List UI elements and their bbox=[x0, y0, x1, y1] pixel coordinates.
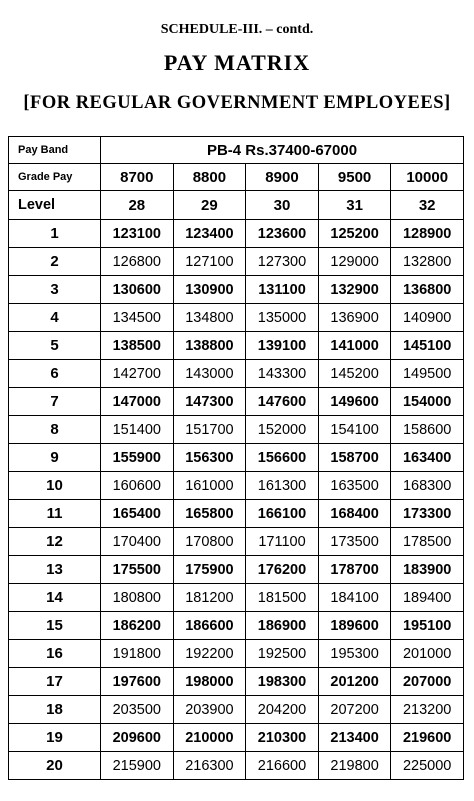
pay-cell: 130600 bbox=[101, 276, 174, 304]
pay-cell: 186600 bbox=[173, 612, 246, 640]
pay-cell: 173300 bbox=[391, 500, 464, 528]
row-index: 16 bbox=[9, 640, 101, 668]
pay-cell: 184100 bbox=[318, 584, 391, 612]
row-index: 15 bbox=[9, 612, 101, 640]
pay-cell: 210000 bbox=[173, 724, 246, 752]
pay-cell: 143000 bbox=[173, 360, 246, 388]
pay-cell: 201200 bbox=[318, 668, 391, 696]
pay-cell: 195100 bbox=[391, 612, 464, 640]
pay-cell: 127100 bbox=[173, 248, 246, 276]
row-index: 5 bbox=[9, 332, 101, 360]
table-row bbox=[9, 304, 464, 332]
pay-cell: 131100 bbox=[246, 276, 319, 304]
pay-cell: 163400 bbox=[391, 444, 464, 472]
grade-pay-label: Grade Pay bbox=[9, 164, 101, 191]
pay-cell: 130900 bbox=[173, 276, 246, 304]
pay-cell: 219800 bbox=[318, 752, 391, 780]
pay-cell: 192500 bbox=[246, 640, 319, 668]
pay-cell: 203900 bbox=[173, 696, 246, 724]
row-index: 3 bbox=[9, 276, 101, 304]
pay-cell: 145200 bbox=[318, 360, 391, 388]
pay-cell: 168400 bbox=[318, 500, 391, 528]
grade-pay-cell: 10000 bbox=[391, 164, 464, 191]
pay-cell: 161000 bbox=[173, 472, 246, 500]
level-label: Level bbox=[9, 191, 101, 220]
pay-cell: 175500 bbox=[101, 556, 174, 584]
pay-cell: 152000 bbox=[246, 416, 319, 444]
pay-cell: 163500 bbox=[318, 472, 391, 500]
table-row bbox=[9, 472, 464, 500]
pay-cell: 191800 bbox=[101, 640, 174, 668]
level-cell: 29 bbox=[173, 191, 246, 220]
level-row bbox=[9, 191, 464, 220]
pay-cell: 216300 bbox=[173, 752, 246, 780]
pay-cell: 156600 bbox=[246, 444, 319, 472]
row-index: 4 bbox=[9, 304, 101, 332]
pay-cell: 189600 bbox=[318, 612, 391, 640]
pay-cell: 134800 bbox=[173, 304, 246, 332]
pay-cell: 183900 bbox=[391, 556, 464, 584]
level-cell: 32 bbox=[391, 191, 464, 220]
row-index: 18 bbox=[9, 696, 101, 724]
row-index: 12 bbox=[9, 528, 101, 556]
pay-cell: 128900 bbox=[391, 220, 464, 248]
table-row bbox=[9, 220, 464, 248]
pay-cell: 149600 bbox=[318, 388, 391, 416]
pay-cell: 170800 bbox=[173, 528, 246, 556]
pay-cell: 207200 bbox=[318, 696, 391, 724]
pay-cell: 151400 bbox=[101, 416, 174, 444]
table-row bbox=[9, 388, 464, 416]
table-row bbox=[9, 556, 464, 584]
pay-cell: 170400 bbox=[101, 528, 174, 556]
pay-cell: 126800 bbox=[101, 248, 174, 276]
pay-cell: 154100 bbox=[318, 416, 391, 444]
row-index: 19 bbox=[9, 724, 101, 752]
pay-cell: 136900 bbox=[318, 304, 391, 332]
grade-pay-cell: 9500 bbox=[318, 164, 391, 191]
row-index: 8 bbox=[9, 416, 101, 444]
table-row bbox=[9, 752, 464, 780]
table-row bbox=[9, 332, 464, 360]
pay-cell: 197600 bbox=[101, 668, 174, 696]
table-row bbox=[9, 640, 464, 668]
pay-cell: 215900 bbox=[101, 752, 174, 780]
pay-cell: 147000 bbox=[101, 388, 174, 416]
row-index: 20 bbox=[9, 752, 101, 780]
row-index: 17 bbox=[9, 668, 101, 696]
row-index: 9 bbox=[9, 444, 101, 472]
table-row bbox=[9, 528, 464, 556]
pay-cell: 125200 bbox=[318, 220, 391, 248]
pay-cell: 160600 bbox=[101, 472, 174, 500]
table-row bbox=[9, 360, 464, 388]
pay-cell: 168300 bbox=[391, 472, 464, 500]
schedule-heading: SCHEDULE-III. – contd. bbox=[160, 22, 314, 37]
pay-cell: 155900 bbox=[101, 444, 174, 472]
pay-cell: 142700 bbox=[101, 360, 174, 388]
level-cell: 28 bbox=[101, 191, 174, 220]
grade-pay-cell: 8800 bbox=[173, 164, 246, 191]
pay-cell: 154000 bbox=[391, 388, 464, 416]
pay-cell: 173500 bbox=[318, 528, 391, 556]
pay-cell: 165800 bbox=[173, 500, 246, 528]
pay-cell: 204200 bbox=[246, 696, 319, 724]
pay-cell: 127300 bbox=[246, 248, 319, 276]
level-cell: 30 bbox=[246, 191, 319, 220]
pay-cell: 132900 bbox=[318, 276, 391, 304]
pay-cell: 175900 bbox=[173, 556, 246, 584]
pay-cell: 165400 bbox=[101, 500, 174, 528]
pay-cell: 123400 bbox=[173, 220, 246, 248]
pay-cell: 158600 bbox=[391, 416, 464, 444]
row-index: 14 bbox=[9, 584, 101, 612]
pay-cell: 132800 bbox=[391, 248, 464, 276]
pay-cell: 149500 bbox=[391, 360, 464, 388]
pay-cell: 181200 bbox=[173, 584, 246, 612]
pay-cell: 138800 bbox=[173, 332, 246, 360]
pay-cell: 166100 bbox=[246, 500, 319, 528]
pay-cell: 151700 bbox=[173, 416, 246, 444]
level-cell: 31 bbox=[318, 191, 391, 220]
table-row bbox=[9, 724, 464, 752]
pay-cell: 139100 bbox=[246, 332, 319, 360]
table-row bbox=[9, 584, 464, 612]
table-row bbox=[9, 416, 464, 444]
pay-cell: 143300 bbox=[246, 360, 319, 388]
page-title: PAY MATRIX bbox=[163, 50, 311, 75]
table-row bbox=[9, 668, 464, 696]
pay-cell: 186900 bbox=[246, 612, 319, 640]
pay-cell: 135000 bbox=[246, 304, 319, 332]
pay-cell: 147600 bbox=[246, 388, 319, 416]
pay-cell: 198300 bbox=[246, 668, 319, 696]
pay-cell: 201000 bbox=[391, 640, 464, 668]
pay-cell: 129000 bbox=[318, 248, 391, 276]
grade-pay-cell: 8700 bbox=[101, 164, 174, 191]
pay-cell: 141000 bbox=[318, 332, 391, 360]
pay-cell: 189400 bbox=[391, 584, 464, 612]
page-subtitle: [FOR REGULAR GOVERNMENT EMPLOYEES] bbox=[23, 93, 451, 113]
pay-cell: 123600 bbox=[246, 220, 319, 248]
grade-pay-row bbox=[9, 164, 464, 191]
pay-cell: 161300 bbox=[246, 472, 319, 500]
pay-cell: 181500 bbox=[246, 584, 319, 612]
pay-cell: 171100 bbox=[246, 528, 319, 556]
pay-cell: 216600 bbox=[246, 752, 319, 780]
grade-pay-cell: 8900 bbox=[246, 164, 319, 191]
pay-cell: 225000 bbox=[391, 752, 464, 780]
pay-cell: 158700 bbox=[318, 444, 391, 472]
table-row bbox=[9, 696, 464, 724]
row-index: 7 bbox=[9, 388, 101, 416]
pay-matrix-table bbox=[8, 136, 464, 780]
pay-cell: 219600 bbox=[391, 724, 464, 752]
pay-cell: 145100 bbox=[391, 332, 464, 360]
pay-cell: 195300 bbox=[318, 640, 391, 668]
pay-cell: 138500 bbox=[101, 332, 174, 360]
table-row bbox=[9, 612, 464, 640]
pay-band-row bbox=[9, 137, 464, 164]
row-index: 10 bbox=[9, 472, 101, 500]
pay-cell: 180800 bbox=[101, 584, 174, 612]
table-row bbox=[9, 444, 464, 472]
pay-cell: 192200 bbox=[173, 640, 246, 668]
row-index: 2 bbox=[9, 248, 101, 276]
row-index: 1 bbox=[9, 220, 101, 248]
pay-cell: 213400 bbox=[318, 724, 391, 752]
pay-cell: 123100 bbox=[101, 220, 174, 248]
pay-cell: 136800 bbox=[391, 276, 464, 304]
pay-cell: 156300 bbox=[173, 444, 246, 472]
pay-cell: 176200 bbox=[246, 556, 319, 584]
pay-cell: 147300 bbox=[173, 388, 246, 416]
pay-cell: 203500 bbox=[101, 696, 174, 724]
pay-cell: 210300 bbox=[246, 724, 319, 752]
pay-cell: 186200 bbox=[101, 612, 174, 640]
pay-cell: 134500 bbox=[101, 304, 174, 332]
table-row bbox=[9, 276, 464, 304]
pay-cell: 140900 bbox=[391, 304, 464, 332]
pay-band-label: Pay Band bbox=[9, 137, 101, 164]
table-row bbox=[9, 248, 464, 276]
table-row bbox=[9, 500, 464, 528]
pay-cell: 178700 bbox=[318, 556, 391, 584]
pay-cell: 207000 bbox=[391, 668, 464, 696]
pay-cell: 209600 bbox=[101, 724, 174, 752]
pay-cell: 178500 bbox=[391, 528, 464, 556]
pay-cell: 213200 bbox=[391, 696, 464, 724]
row-index: 13 bbox=[9, 556, 101, 584]
row-index: 11 bbox=[9, 500, 101, 528]
pay-band-value: PB-4 Rs.37400-67000 bbox=[101, 137, 464, 164]
row-index: 6 bbox=[9, 360, 101, 388]
pay-cell: 198000 bbox=[173, 668, 246, 696]
